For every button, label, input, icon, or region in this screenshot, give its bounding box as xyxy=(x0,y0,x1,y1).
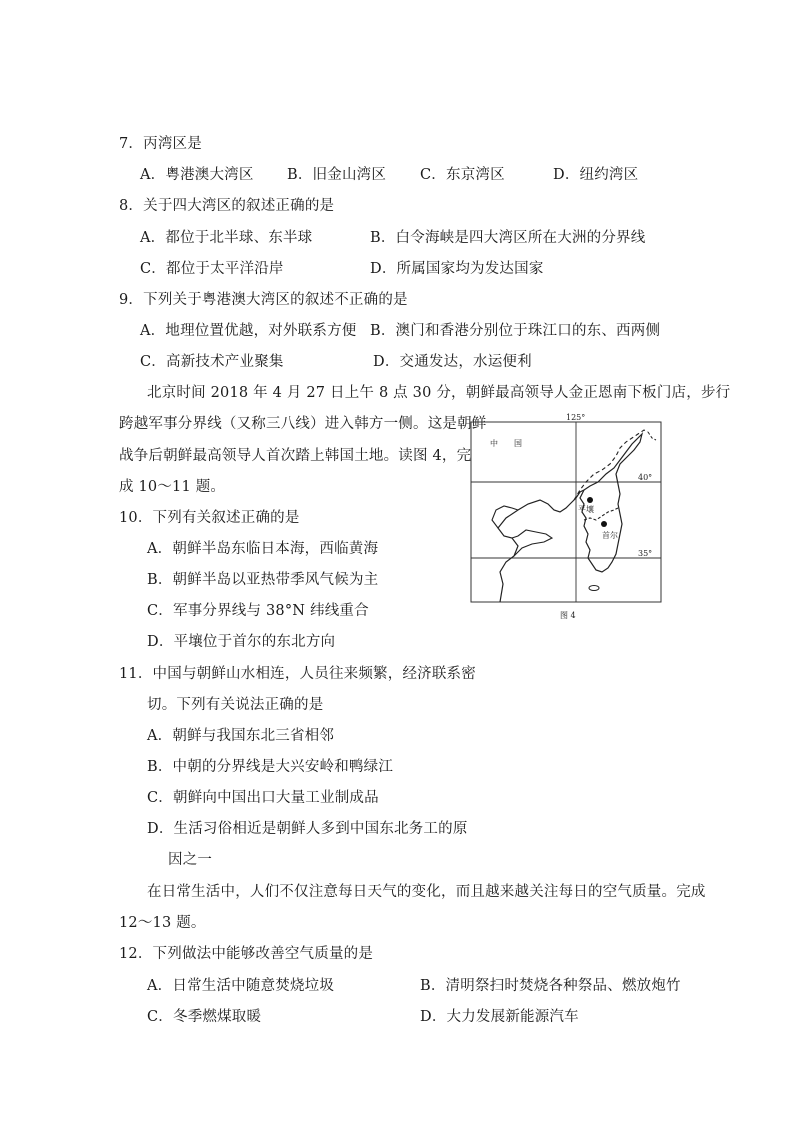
q8-stem: 8．关于四大湾区的叙述正确的是 xyxy=(119,198,335,214)
q8-option-b: B．白令海峡是四大湾区所在大洲的分界线 xyxy=(370,230,646,246)
map-frame xyxy=(471,422,661,602)
pyongyang-label: 平壤 xyxy=(578,505,594,514)
shandong-peninsula xyxy=(512,530,552,556)
q7-option-d: D．纽约湾区 xyxy=(553,167,639,183)
q7-stem: 7．丙湾区是 xyxy=(119,136,202,152)
lon-125-label: 125° xyxy=(566,413,586,422)
korea-map-figure xyxy=(470,412,662,624)
q12-option-d: D．大力发展新能源汽车 xyxy=(420,1009,579,1025)
q10-stem: 10．下列有关叙述正确的是 xyxy=(119,510,300,526)
q12-option-c: C．冬季燃煤取暖 xyxy=(147,1009,262,1025)
q9-option-c: C．高新技术产业聚集 xyxy=(140,354,284,370)
q7-option-a: A．粤港澳大湾区 xyxy=(140,167,254,183)
q9-stem: 9．下列关于粤港澳大湾区的叙述不正确的是 xyxy=(119,292,408,308)
passage1-line1: 北京时间 2018 年 4 月 27 日上午 8 点 30 分，朝鲜最高领导人金正恩南下板门店，步行 xyxy=(147,385,731,401)
pyongyang-dot xyxy=(587,497,593,503)
tumen-border xyxy=(648,432,656,440)
q10-option-c: C．军事分界线与 38°N 纬线重合 xyxy=(147,603,369,619)
passage1-line2: 跨越军事分界线（又称三八线）进入韩方一侧。这是朝鲜 xyxy=(119,416,487,432)
q10-option-d: D．平壤位于首尔的东北方向 xyxy=(147,634,336,650)
q11-option-c: C．朝鲜向中国出口大量工业制成品 xyxy=(147,790,379,806)
korean-peninsula xyxy=(580,434,642,572)
q11-option-b: B．中朝的分界线是大兴安岭和鸭绿江 xyxy=(147,759,394,775)
q12-option-a: A．日常生活中随意焚烧垃圾 xyxy=(147,978,335,994)
passage1-line4: 成 10～11 题。 xyxy=(119,479,226,495)
lat-40-label: 40° xyxy=(638,473,653,482)
q11-option-a: A．朝鲜与我国东北三省相邻 xyxy=(147,728,335,744)
q11-option-d-line1: D．生活习俗相近是朝鲜人多到中国东北务工的原 xyxy=(147,821,468,837)
q12-stem: 12．下列做法中能够改善空气质量的是 xyxy=(119,946,374,962)
q8-option-a: A．都位于北半球、东半球 xyxy=(140,230,313,246)
passage2-line1: 在日常生活中，人们不仅注意每日天气的变化，而且越来越关注每日的空气质量。完成 xyxy=(147,884,706,900)
q9-option-d: D．交通发达，水运便利 xyxy=(373,354,532,370)
q10-option-b: B．朝鲜半岛以亚热带季风气候为主 xyxy=(147,572,379,588)
q12-option-b: B．清明祭扫时焚烧各种祭品、燃放炮竹 xyxy=(420,978,681,994)
passage2-line2: 12～13 题。 xyxy=(119,915,206,931)
lat-35-label: 35° xyxy=(638,549,653,558)
figure-caption: 图 4 xyxy=(560,611,576,620)
bohai-coast xyxy=(492,506,518,528)
q10-option-a: A．朝鲜半岛东临日本海，西临黄海 xyxy=(147,541,379,557)
q9-option-a: A．地理位置优越，对外联系方便 xyxy=(140,323,357,339)
q8-option-d: D．所属国家均为发达国家 xyxy=(370,261,544,277)
q11-option-d-line2: 因之一 xyxy=(168,852,213,868)
seoul-dot xyxy=(601,521,607,527)
q11-stem-line1: 11．中国与朝鲜山水相连，人员往来频繁，经济联系密 xyxy=(119,666,476,682)
china-coastline xyxy=(498,490,584,602)
china-label: 中 国 xyxy=(490,439,522,448)
q7-option-b: B．旧金山湾区 xyxy=(287,167,387,183)
q9-option-b: B．澳门和香港分别位于珠江口的东、西两侧 xyxy=(370,323,661,339)
passage1-line3: 战争后朝鲜最高领导人首次踏上韩国土地。读图 4，完 xyxy=(119,448,472,464)
q8-option-c: C．都位于太平洋沿岸 xyxy=(140,261,284,277)
q7-option-c: C．东京湾区 xyxy=(420,167,505,183)
q11-stem-line2: 切。下列有关说法正确的是 xyxy=(147,697,324,713)
jeju-island xyxy=(589,586,599,591)
seoul-label: 首尔 xyxy=(602,531,618,540)
